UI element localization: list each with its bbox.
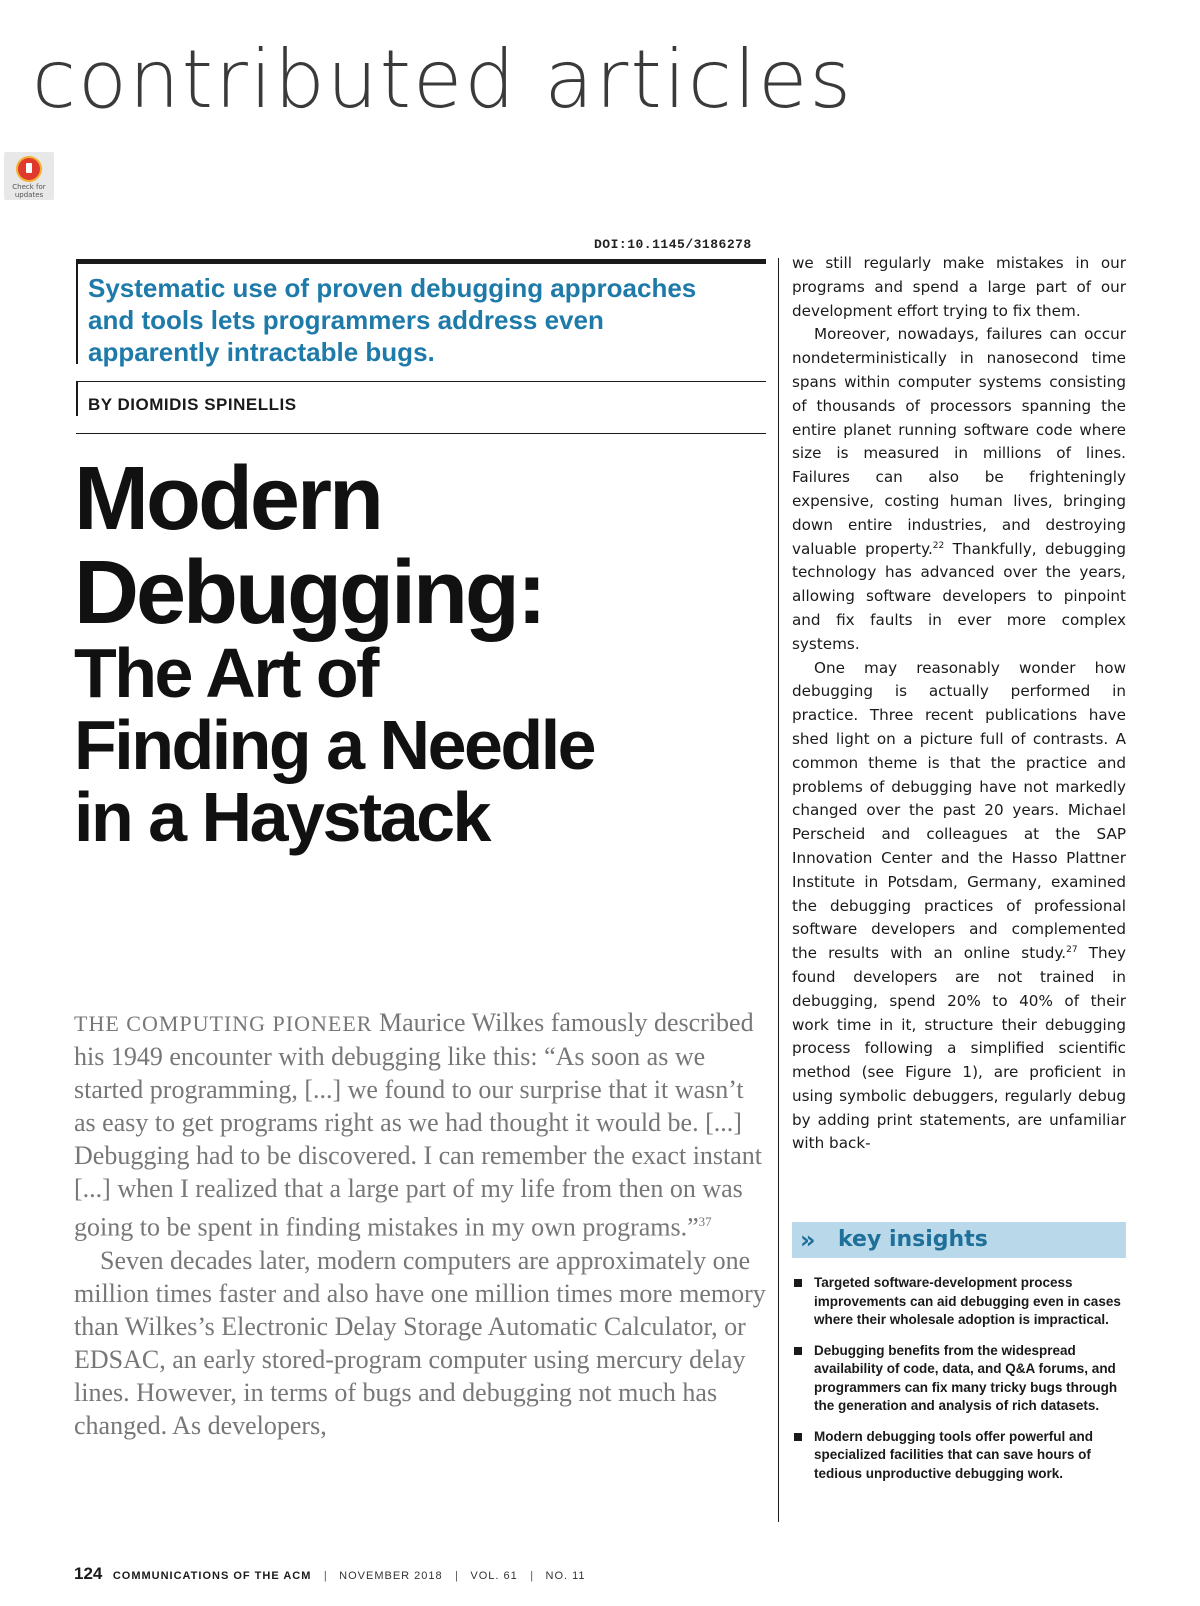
- bullet-square-icon: [794, 1347, 802, 1355]
- crossmark-label: Check for updates: [12, 183, 46, 199]
- subtitle-line-2: Finding a Needle: [74, 706, 595, 784]
- reference-27[interactable]: 27: [1066, 945, 1078, 956]
- crossmark-icon: [16, 156, 42, 182]
- byline-bottom-rule: [76, 433, 766, 434]
- crossmark-badge[interactable]: [4, 152, 54, 200]
- lede-text: [74, 1006, 766, 1442]
- key-insight-text: Targeted software-development process improvements can aid debugging even in cases where their wholesale adoption is impractical.: [814, 1275, 1121, 1327]
- lede-paragraph-1: [74, 1006, 766, 1244]
- reference-37[interactable]: 37: [698, 1214, 712, 1229]
- title-line-1: Modern: [74, 449, 381, 549]
- lede-paragraph-2: Seven decades later, modern computers are approximately one million times faster and also have one million times more memory than Wilkes’s Electronic Delay Storage Automatic Calculator, or EDSAC, an early stored-program computer using mercury delay lines. However, in terms of bugs and debugging not much has changed. As developers,: [74, 1245, 766, 1440]
- key-insight-item: [792, 1428, 1122, 1484]
- bullet-square-icon: [794, 1433, 802, 1441]
- body-paragraph-2a: Moreover, nowadays, failures can occur nondeterministically in nanosecond time spans within computer systems consisting of thousands of processors spanning the entire planet running software code where size is measured in millions of lines. Failures can also be frighteningly expensive, costing human lives, bringing down entire industries, and destroying valuable property.: [792, 325, 1126, 558]
- body-paragraph-3b: They found developers are not trained in debugging, spend 20% to 40% of their work time in it, structure their debugging process following a simplified scientific method (see Figure 1), are proficient in using symbolic debuggers, regularly debug by adding print statements, are unfamiliar with back-: [792, 944, 1126, 1153]
- double-chevron-icon: »: [800, 1226, 816, 1254]
- body-paragraph-2b: Thankfully, debugging technology has advanced over the years, allowing software developers to pinpoint and fix faults in ever more complex systems.: [792, 539, 1127, 653]
- lede-lead-in: THE COMPUTING PIONEER: [74, 1011, 373, 1036]
- key-insights-header: [792, 1222, 1126, 1258]
- key-insight-item: [792, 1342, 1122, 1416]
- issue-date: NOVEMBER 2018: [339, 1570, 443, 1582]
- doi[interactable]: DOI:10.1145/3186278: [594, 237, 752, 252]
- standfirst: Systematic use of proven debugging approaches and tools lets programmers address even apparently intractable bugs.: [88, 273, 697, 367]
- lede-paragraph-1-text: Maurice Wilkes famously described his 1949 encounter with debugging like this: “As soon as we started programming, [...] we found to our surprise that it wasn’t as easy to get programs right as we had thought it would be. [...] Debugging had to be discovered. I can remember the exact instant [...] when I realized that a large part of my life from then on was going to be spent in finding mistakes in my own programs.”: [74, 1008, 763, 1242]
- body-paragraph-3: [792, 657, 1126, 1157]
- key-insights-title: key insights: [838, 1227, 988, 1252]
- article-subtitle: [74, 634, 764, 856]
- bullet-square-icon: [794, 1279, 802, 1287]
- subtitle-line-3: in a Haystack: [74, 778, 489, 856]
- footer-separator: |: [530, 1570, 534, 1582]
- title-line-2: Debugging:: [74, 543, 544, 643]
- body-paragraph-1: we still regularly make mistakes in our programs and spend a large part of our development effort trying to fix them.: [792, 254, 1126, 320]
- subtitle-line-1: The Art of: [74, 634, 377, 712]
- body-paragraph-2: [792, 323, 1126, 656]
- volume: VOL. 61: [470, 1570, 518, 1582]
- issue-number: NO. 11: [545, 1570, 586, 1582]
- journal-name: COMMUNICATIONS OF THE ACM: [112, 1570, 312, 1582]
- key-insight-text: Modern debugging tools offer powerful and specialized facilities that can save hours of tedious unproductive debugging work.: [814, 1428, 1093, 1481]
- top-rule: [76, 259, 766, 264]
- key-insight-item: [792, 1274, 1122, 1330]
- page-footer: [74, 1564, 586, 1584]
- footer-separator: |: [323, 1570, 327, 1582]
- article-title: [74, 449, 764, 643]
- byline-rule: [76, 382, 78, 416]
- body-paragraph-3a: One may reasonably wonder how debugging is actually performed in practice. Three recent publications have shed light on a picture full of contrasts. A common theme is that the practice and problems of debugging have not markedly changed over the past 20 years. Michael Perscheid and colleagues at the SAP Innovation Center and the Hasso Plattner Institute in Potsdam, Germany, examined the debugging practices of professional software developers and complemented the results with an online study.: [792, 658, 1126, 963]
- byline: BY DIOMIDIS SPINELLIS: [88, 395, 297, 414]
- byline-top-rule: [76, 381, 766, 382]
- section-header: contributed articles: [32, 33, 854, 126]
- standfirst-rule: [76, 264, 78, 364]
- footer-separator: |: [455, 1570, 458, 1582]
- body-column: [792, 252, 1126, 1156]
- column-rule: [778, 258, 779, 1522]
- key-insight-text: Debugging benefits from the widespread availability of code, data, and Q&A forums, and programmers can fix many tricky bugs through the generation and analysis of rich datasets.: [814, 1342, 1118, 1413]
- reference-22[interactable]: 22: [932, 540, 945, 551]
- key-insights-list: [792, 1274, 1122, 1495]
- page-number: 124: [74, 1564, 103, 1583]
